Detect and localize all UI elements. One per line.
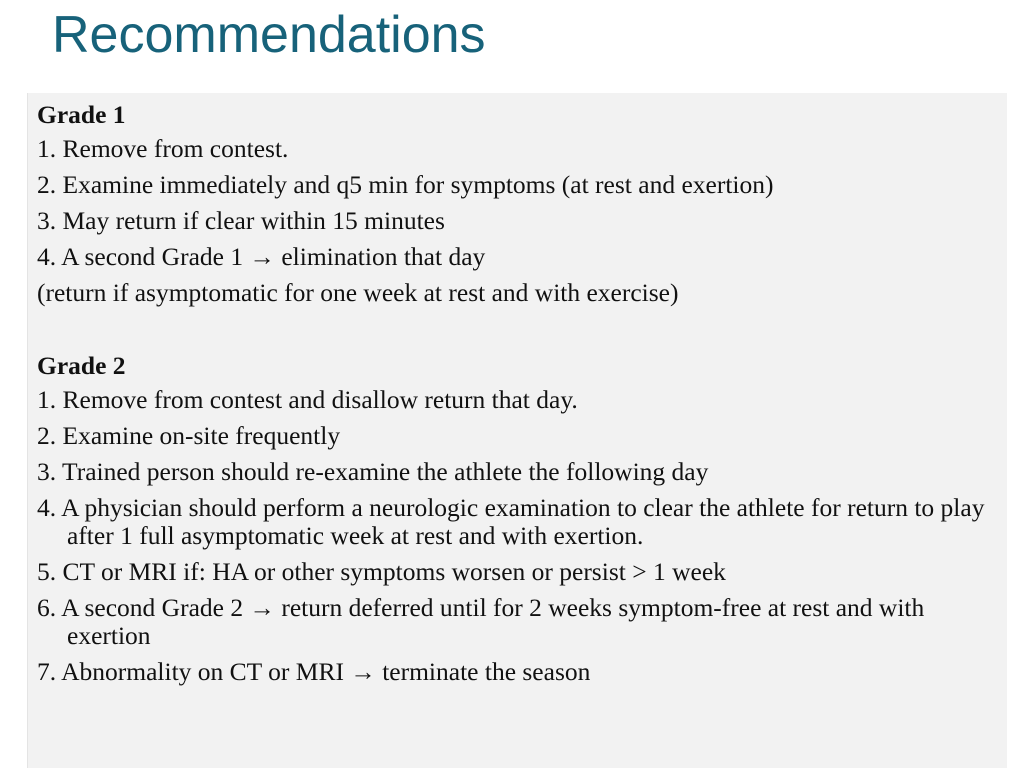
slide-title: Recommendations: [52, 6, 486, 64]
grade-2-item-6: 6. A second Grade 2 → return deferred until for 2 weeks symptom-free at rest and with exertion: [37, 593, 925, 650]
section-spacer: [37, 315, 1007, 347]
grade-2-item-7: 7. Abnormality on CT or MRI → terminate the season: [37, 657, 591, 686]
grade-2-item-3: 3. Trained person should re-examine the athlete the following day: [37, 457, 709, 486]
grade-1-item-3: 3. May return if clear within 15 minutes: [37, 206, 445, 235]
grade-1-note: (return if asymptomatic for one week at rest and with exercise): [37, 278, 679, 307]
grade-1-heading: Grade 1: [37, 100, 126, 129]
grade-2-item-1: 1. Remove from contest and disallow return that day.: [37, 385, 578, 414]
grade-1-item-2: 2. Examine immediately and q5 min for symptoms (at rest and exertion): [37, 170, 774, 199]
content-box: [27, 93, 1007, 768]
grade-2-heading: Grade 2: [37, 351, 126, 380]
grade-1-item-4: 4. A second Grade 1 → elimination that day: [37, 242, 486, 271]
grade-1-item-1: 1. Remove from contest.: [37, 134, 289, 163]
grade-2-item-4: 4. A physician should perform a neurologic examination to clear the athlete for return to play after 1 full asymptomatic week at rest and with exertion.: [37, 493, 985, 550]
grade-2-item-2: 2. Examine on-site frequently: [37, 421, 341, 450]
grade-2-item-5: 5. CT or MRI if: HA or other symptoms worsen or persist > 1 week: [37, 557, 726, 586]
